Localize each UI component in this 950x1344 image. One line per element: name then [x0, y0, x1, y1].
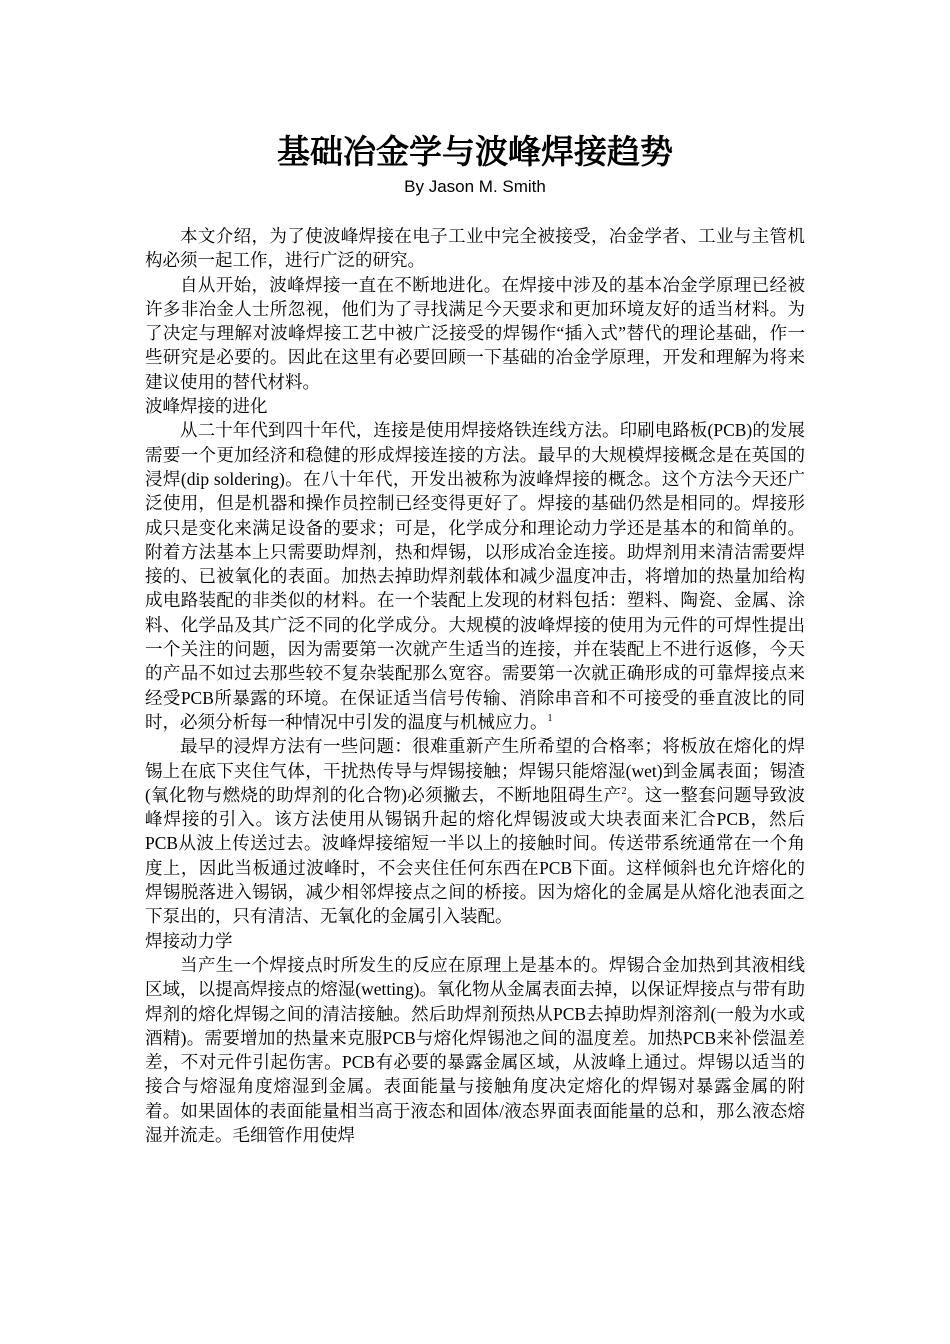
paragraph-dip-soldering	[145, 734, 805, 928]
paragraph-intro: 本文介绍，为了使波峰焊接在电子工业中完全被接受，冶金学者、工业与主管机构必须一起工作，进行广泛的研究。	[145, 226, 805, 271]
footnote-ref-1: 1	[547, 713, 553, 725]
paragraph-history	[145, 418, 805, 734]
section-heading-evolution: 波峰焊接的进化	[145, 396, 268, 417]
paragraph-evolution-overview: 自从开始，波峰焊接一直在不断地进化。在焊接中涉及的基本冶金学原理已经被许多非冶金人士所忽视，他们为了寻找满足今天要求和更加环境友好的适当材料。为了决定与理解对波峰焊接工艺中被广泛接受的焊锡作“插入式”替代的理论基础，作一些研究是必要的。因此在这里有必要回顾一下基础的冶金学原理，开发和理解为将来建议使用的替代材料。	[145, 274, 805, 392]
paragraph-history-text: 从二十年代到四十年代，连接是使用焊接烙铁连线方法。印刷电路板(PCB)的发展需要一个更加经济和稳健的形成焊接连接的方法。最早的大规模焊接概念是在英国的浸焊(dip soldering)。在八十年代，开发出被称为波峰焊接的概念。这个方法今天还广泛使用，但是机器和操作员控制已经变得更好了。焊接的基础仍然是相同的。焊接形成只是变化来满足设备的要求；可是，化学成分和理论动力学还是基本的和简单的。附着方法基本上只需要助焊剂，热和焊锡，以形成冶金连接。助焊剂用来清洁需要焊接的、已被氧化的表面。加热去掉助焊剂载体和减少温度冲击，将增加的热量加给构成电路装配的非类似的材料。在一个装配上发现的材料包括：塑料、陶瓷、金属、涂料、化学品及其广泛不同的化学成分。大规模的波峰焊接的使用为元件的可焊性提出一个关注的问题，因为需要第一次就产生适当的连接，并在装配上不进行返修，今天的产品不如过去那些较不复杂装配那么宽容。需要第一次就正确形成的可靠焊接点来经受PCB所暴露的环境。在保证适当信号传输、消除串音和不可接受的垂直波比的同时，必须分析每一种情况中引发的温度与机械应力。	[145, 420, 805, 732]
article-body	[145, 224, 805, 1147]
section-heading-kinetics: 焊接动力学	[145, 930, 233, 951]
paragraph-dip-soldering-rest: 。这一整套问题导致波峰焊接的引入。该方法使用从锡锅升起的熔化焊锡波或大块表面来汇合PCB，然后PCB从波上传送过去。波峰焊接缩短一半以上的接触时间。传送带系统通常在一个角度上，因此当板通过波峰时，不会夹住任何东西在PCB下面。这样倾斜也允许熔化的焊锡脱落进入锡锅，减少相邻焊接点之间的桥接。因为熔化的金属是从熔化池表面之下泵出的，只有清洁、无氧化的金属引入装配。	[145, 784, 806, 927]
document-page	[145, 128, 805, 1147]
author-byline: By Jason M. Smith	[404, 177, 546, 196]
footnote-ref-2: 2	[621, 786, 627, 797]
document-title: 基础冶金学与波峰焊接趋势	[277, 132, 673, 171]
paragraph-dip-soldering-text: 最早的浸焊方法有一些问题：很难重新产生所希望的合格率；将板放在熔化的焊锡上在底下夹住气体，干扰热传导与焊锡接触；焊锡只能熔湿(wet)到金属表面；锡渣(氧化物与燃烧的助焊剂的化合物)必须撇去，不断地阻碍生产	[145, 736, 805, 805]
paragraph-kinetics: 当产生一个焊接点时所发生的反应在原理上是基本的。焊锡合金加热到其液相线区域，以提高焊接点的熔湿(wetting)。氧化物从金属表面去掉，以保证焊接点与带有助焊剂的熔化焊锡之间的清洁接触。然后助焊剂预热从PCB去掉助焊剂溶剂(一般为水或酒精)。需要增加的热量来克服PCB与熔化焊锡池之间的温度差。加热PCB来补偿温差差，不对元件引起伤害。PCB有必要的暴露金属区域，从波峰上通过。焊锡以适当的接合与熔湿角度熔湿到金属。表面能量与接触角度决定熔化的焊锡对暴露金属的附着。如果固体的表面能量相当高于液态和固体/液态界面表面能量的总和，那么液态熔湿并流走。毛细管作用使焊	[145, 954, 805, 1145]
